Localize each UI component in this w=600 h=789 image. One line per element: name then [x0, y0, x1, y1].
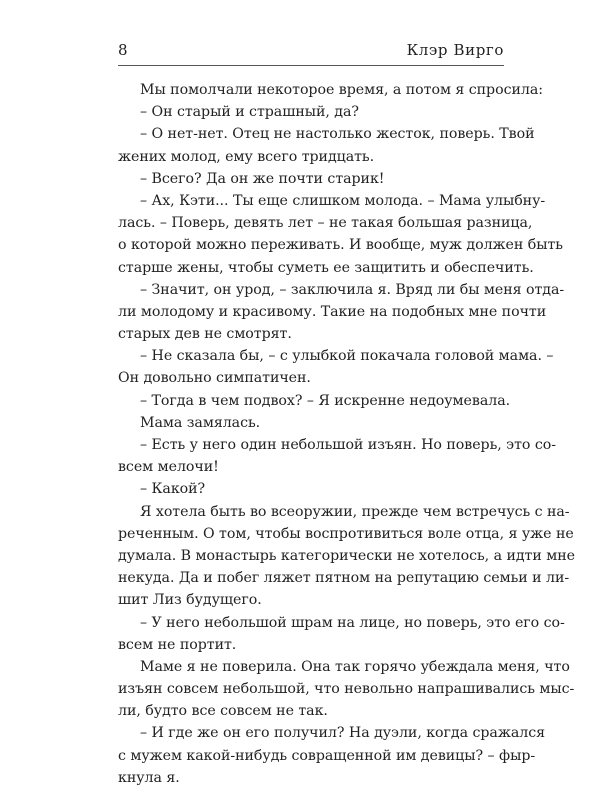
- paragraph: [118, 412, 504, 434]
- paragraph: [118, 501, 575, 612]
- text-line: с мужем какой-нибудь совращенной им девицы? – фыр-: [118, 747, 536, 764]
- body-text: [118, 79, 575, 789]
- page-number: 8: [118, 41, 128, 59]
- text-line: – Тогда в чем подвох? – Я искренне недоумевала.: [140, 392, 511, 409]
- text-line: ли молодому и красивому. Такие на подобных мне почти: [118, 303, 547, 320]
- text-line: старых дев не смотрят.: [118, 326, 292, 343]
- text-line: – Всего? Да он же почти старик!: [140, 170, 385, 187]
- paragraph: [118, 190, 563, 279]
- page-header: [118, 40, 504, 66]
- text-line: лась. – Поверь, девять лет – не такая большая разница,: [118, 215, 533, 232]
- text-line: о которой можно переживать. И вообще, муж должен быть: [118, 237, 563, 254]
- paragraph: [118, 168, 504, 190]
- paragraph: [118, 79, 543, 101]
- paragraph: [118, 123, 535, 167]
- text-line: – О нет-нет. Отец не настолько жесток, поверь. Твой: [140, 126, 535, 143]
- text-line: старше жены, чтобы суметь ее защитить и обеспечить.: [118, 259, 534, 276]
- text-line: Мама замялась.: [140, 414, 261, 431]
- text-line: некуда. Да и побег ляжет пятном на репутацию семьи и ли-: [118, 570, 570, 587]
- text-line: Мы помолчали некоторое время, а потом я спросила:: [140, 82, 543, 98]
- paragraph: [118, 612, 565, 656]
- text-line: – У него небольшой шрам на лице, но поверь, это его со-: [140, 614, 565, 631]
- text-line: – Какой?: [140, 481, 206, 498]
- text-line: ли, будто все совсем не так.: [118, 703, 328, 720]
- text-line: изъян совсем небольшой, что невольно напрашивались мыс-: [118, 681, 575, 698]
- text-line: жених молод, ему всего тридцать.: [118, 148, 375, 165]
- text-line: – И где же он его получил? На дуэли, когда сражался: [140, 725, 545, 742]
- text-line: реченным. О том, чтобы воспротивиться воле отца, я уже не: [118, 525, 574, 542]
- paragraph: [118, 434, 556, 478]
- running-title: Клэр Вирго: [406, 41, 504, 59]
- paragraph: [118, 390, 511, 412]
- paragraph: [118, 656, 575, 723]
- text-line: – Не сказала бы, – с улыбкой покачала головой мама. –: [140, 348, 554, 365]
- text-line: Я хотела быть во всеоружии, прежде чем встречусь с на-: [140, 503, 570, 520]
- paragraph: [118, 478, 504, 500]
- paragraph: [118, 722, 545, 789]
- text-line: всем мелочи!: [118, 459, 219, 476]
- text-line: – Ах, Кэти... Ты еще слишком молода. – Мама улыбну-: [140, 192, 546, 209]
- header-rule: [118, 65, 504, 66]
- text-line: – Он старый и страшный, да?: [140, 104, 359, 121]
- paragraph: [118, 101, 504, 123]
- text-line: кнула я.: [118, 769, 180, 786]
- paragraph: [118, 345, 554, 389]
- text-line: – Есть у него один небольшой изъян. Но поверь, это со-: [140, 437, 556, 453]
- text-line: – Значит, он урод, – заключила я. Вряд ли бы меня отда-: [140, 281, 565, 298]
- text-line: Он довольно симпатичен.: [118, 370, 311, 387]
- paragraph: [118, 279, 565, 346]
- text-line: всем не портит.: [118, 636, 237, 653]
- text-line: шит Лиз будущего.: [118, 592, 262, 609]
- text-line: Маме я не поверила. Она так горячо убеждала меня, что: [140, 658, 570, 675]
- text-line: думала. В монастырь категорически не хотелось, а идти мне: [118, 547, 575, 564]
